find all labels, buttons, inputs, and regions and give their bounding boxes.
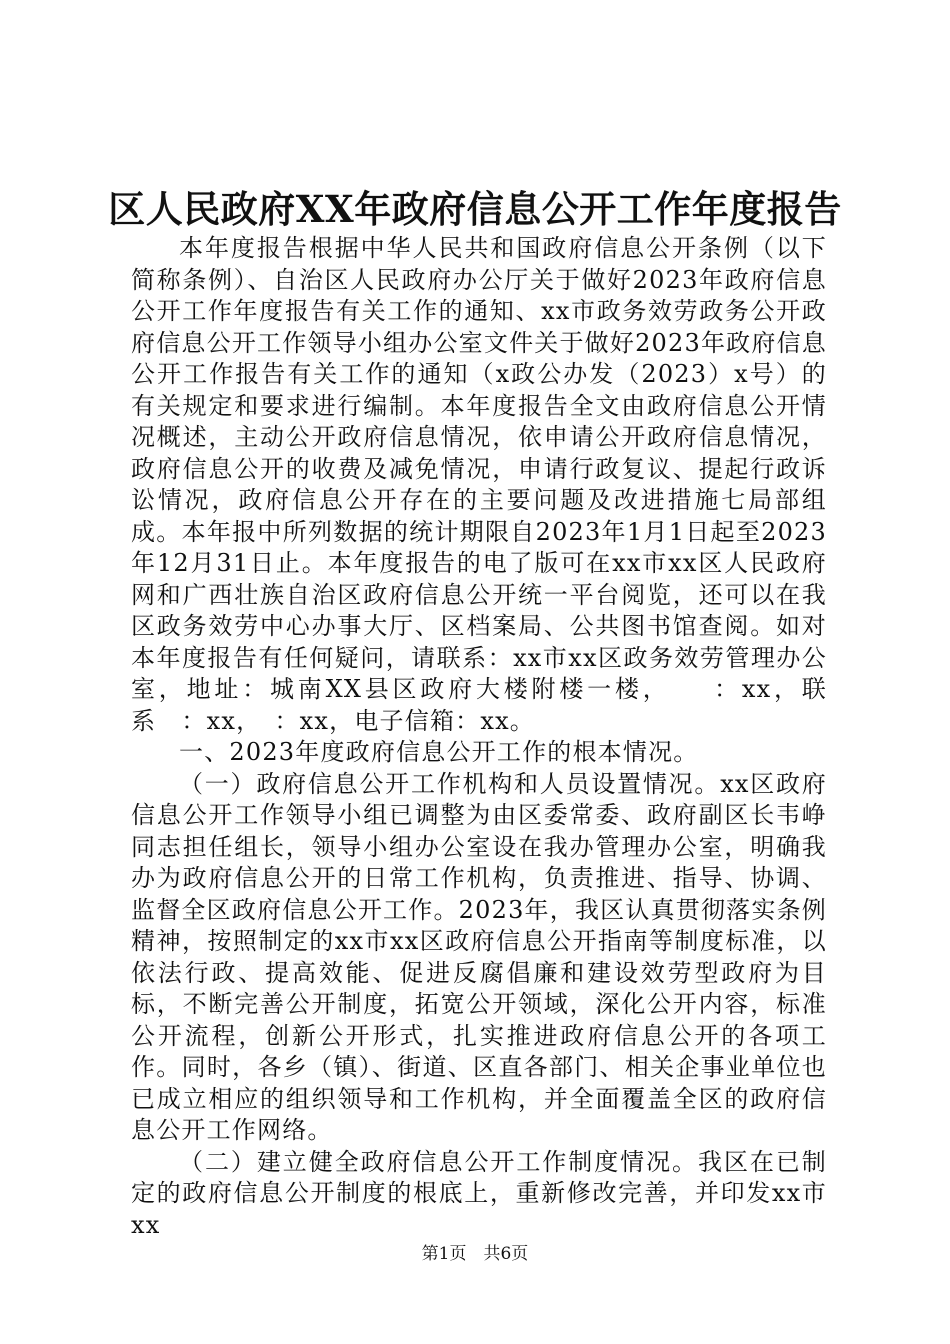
page-footer: 第1页 共6页 (421, 1244, 529, 1264)
paragraph-intro: 本年度报告根据中华人民共和国政府信息公开条例（以下简称条例）、自治区人民政府办公厅关于做好2023年政府信息公开工作年度报告有关工作的通知、xx市政务效劳政务公开政府信息公开工作领导小组办公室文件关于做好2023年政府信息公开工作报告有关工作的通知（x政公办发（2023）x号）的有关规定和要求进行编制。本年度报告全文由政府信息公开情况概述，主动公开政府信息情况，依申请公开政府信息情况，政府信息公开的收费及减免情况，申请行政复议、提起行政诉讼情况，政府信息公开存在的主要问题及改进措施七局部组成。本年报中所列数据的统计期限自2023年1月1日起至2023年12月31日止。本年度报告的电了版可在xx市xx区人民政府网和广西壮族自治区政府信息公开统一平台阅览，还可以在我区政务效劳中心办事大厅、区档案局、公共图书馆查阅。如对本年度报告有任何疑问，请联系：xx市xx区政务效劳管理办公室，地址：城南XX县区政府大楼附楼一楼， ：xx，联系 ：xx， ：xx，电子信箱：xx。 (131, 234, 827, 735)
paragraph-system: （二）建立健全政府信息公开工作制度情况。我区在已制定的政府信息公开制度的根底上，重新修改完善，并印发xx市xx (131, 1147, 827, 1239)
document-body (131, 233, 827, 1241)
document-title: 区人民政府XX年政府信息公开工作年度报告 (108, 187, 842, 231)
paragraph-organization: （一）政府信息公开工作机构和人员设置情况。xx区政府信息公开工作领导小组已调整为由区委常委、政府副区长韦峥同志担任组长，领导小组办公室设在我办管理办公室，明确我办为政府信息公开的日常工作机构，负责推进、指导、协调、监督全区政府信息公开工作。2023年，我区认真贯彻落实条例精神，按照制定的xx市xx区政府信息公开指南等制度标准，以依法行政、提高效能、促进反腐倡廉和建设效劳型政府为目标，不断完善公开制度，拓宽公开领域，深化公开内容，标准公开流程，创新公开形式，扎实推进政府信息公开的各项工作。同时，各乡（镇）、街道、区直各部门、相关企事业单位也已成立相应的组织领导和工作机构，并全面覆盖全区的政府信息公开工作网络。 (131, 769, 827, 1144)
paragraph-section-heading: 一、2023年度政府信息公开工作的根本情况。 (179, 738, 699, 766)
